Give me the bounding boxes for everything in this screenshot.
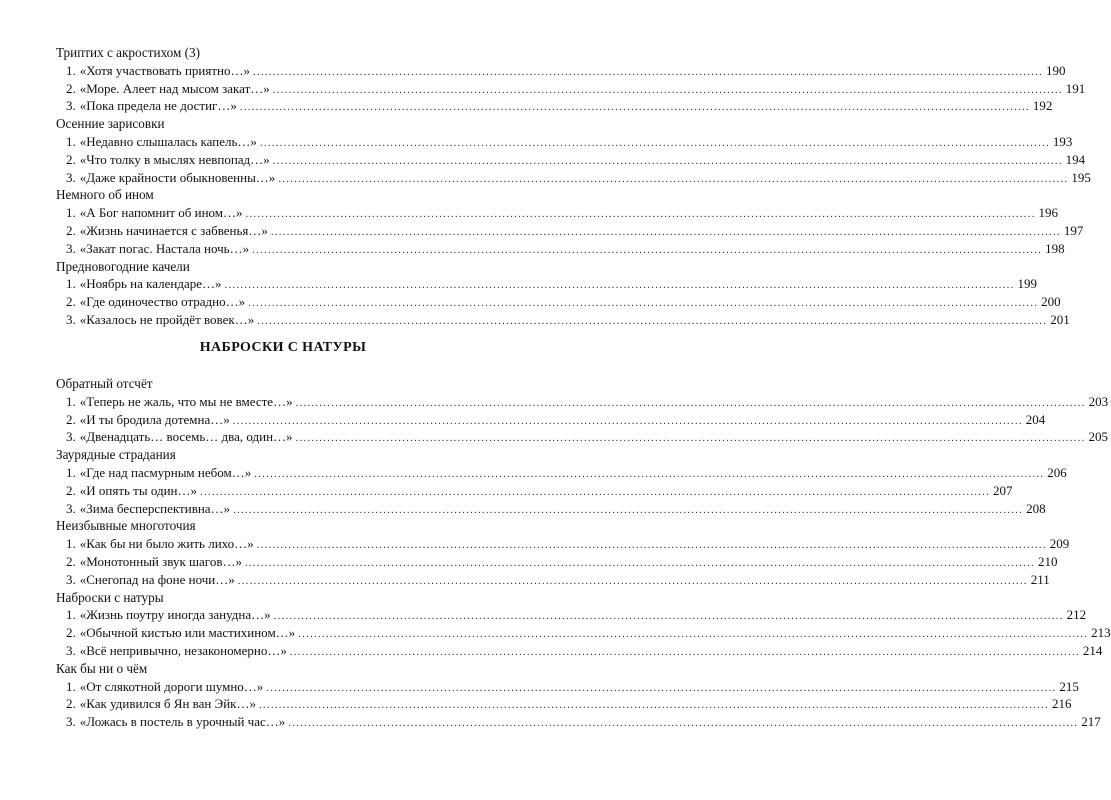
dot-leader: ........................................................................................................................................................................................................ [253,65,1043,78]
page-number: 204 [1025,411,1046,427]
section-title: Немного об ином [56,187,154,203]
section-heading: НАБРОСКИ С НАТУРЫ [199,340,367,355]
page-number: 197 [1063,222,1084,238]
page-number: 208 [1026,500,1046,516]
dot-leader: ........................................................................................................................................................................................................ [270,225,1061,238]
page-number: 213 [1091,625,1111,641]
toc-entry [56,133,1073,151]
entry-number: 1. [66,276,76,292]
page-number: 198 [1045,240,1065,256]
toc-entry [56,695,1072,713]
toc-entry [56,293,1061,311]
dot-leader: ........................................................................................................................................................................................................ [259,136,1050,149]
dot-leader: ........................................................................................................................................................................................................ [288,717,1079,730]
section-title: Наброски с натуры [56,589,164,605]
toc-entry [56,151,1086,169]
entry-number: 1. [66,205,76,221]
entry-title: «Даже крайности обыкновенны…» [79,169,276,185]
entry-number: 1. [66,536,76,552]
dot-leader: ........................................................................................................................................................................................................ [298,628,1089,641]
entry-title: «И опять ты один…» [79,482,198,498]
dot-leader: ........................................................................................................................................................................................................ [233,503,1024,516]
section-title: Обратный отсчёт [56,376,153,391]
dot-leader: ........................................................................................................................................................................................................ [256,539,1047,552]
entry-number: 2. [66,696,76,712]
page-number: 211 [1030,571,1050,587]
entry-number: 3. [66,98,76,114]
entry-title: «Закат погас. Настала ночь…» [79,240,250,256]
page-number: 201 [1050,311,1070,327]
toc-entry [56,62,1066,80]
entry-title: «Как удивился б Ян ван Эйк…» [79,696,256,712]
entry-number: 1. [66,678,76,694]
dot-leader: ........................................................................................................................................................................................................ [273,610,1064,623]
page-number: 216 [1051,696,1072,712]
entry-number: 3. [66,169,76,185]
toc-entry [56,553,1058,571]
page-number: 203 [1088,393,1109,409]
entry-number: 1. [66,62,76,78]
entry-number: 1. [66,607,76,623]
page-number: 205 [1088,429,1109,445]
toc-entry [56,428,1109,446]
entry-title: «Зима бесперспективна…» [79,500,231,516]
contents-list-part1 [56,44,1091,329]
toc-entry [56,169,1091,187]
contents-list-part2 [56,375,1111,731]
entry-title: «Ложась в постель в урочный час…» [79,714,286,730]
dot-leader: ........................................................................................................................................................................................................ [244,556,1035,569]
page-number: 192 [1032,98,1053,114]
entry-number: 2. [66,151,76,167]
entry-number: 2. [66,411,76,427]
dot-leader: ........................................................................................................................................................................................................ [245,208,1036,221]
entry-number: 1. [66,464,76,480]
toc-entry [56,411,1046,429]
toc-entry [56,80,1086,98]
entry-title: «И ты бродила дотемна…» [79,411,230,427]
entry-title: «Всё непривычно, незакономерно…» [79,642,287,658]
entry-title: «Недавно слышалась капель…» [79,133,257,149]
toc-entry [56,500,1046,518]
entry-number: 1. [66,393,76,409]
section-title: Осенние зарисовки [56,116,165,132]
page-number: 194 [1065,151,1086,167]
entry-number: 3. [66,311,76,327]
entry-number: 3. [66,429,76,445]
dot-leader: ........................................................................................................................................................................................................ [278,172,1069,185]
dot-leader: ........................................................................................................................................................................................................ [272,83,1063,96]
page-number: 215 [1059,678,1079,694]
dot-leader: ........................................................................................................................................................................................................ [248,297,1039,310]
toc-entry [56,678,1079,696]
page-number: 207 [993,482,1013,498]
page-number: 212 [1066,607,1087,623]
toc-entry [56,311,1070,329]
entry-title: «Жизнь поутру иногда занудна…» [79,607,271,623]
toc-entry [56,535,1070,553]
page-number: 217 [1081,714,1101,730]
entry-title: «Снегопад на фоне ночи…» [79,571,235,587]
section-title: Как бы ни о чём [56,660,148,676]
entry-title: «Монотонный звук шагов…» [79,553,242,569]
page-number: 193 [1052,133,1073,149]
entry-title: «Жизнь начинается с забвенья…» [79,222,268,238]
entry-number: 3. [66,571,76,587]
entry-title: «Где одиночество отрадно…» [79,294,246,310]
page-number: 191 [1065,80,1086,96]
dot-leader: ........................................................................................................................................................................................................ [252,243,1043,256]
page-number: 199 [1017,276,1038,292]
entry-title: «Где над пасмурным небом…» [79,464,252,480]
dot-leader: ........................................................................................................................................................................................................ [295,432,1086,445]
entry-number: 2. [66,625,76,641]
toc-entry [56,642,1103,660]
entry-title: «От слякотной дороги шумно…» [79,678,264,694]
entry-title: «Пока предела не достиг…» [79,98,237,114]
toc-entry [56,275,1038,293]
dot-leader: ........................................................................................................................................................................................................ [239,101,1030,114]
dot-leader: ........................................................................................................................................................................................................ [224,279,1015,292]
section-title: Предновогодние качели [56,258,190,274]
toc-entry [56,571,1050,589]
dot-leader: ........................................................................................................................................................................................................ [232,414,1023,427]
toc-entry [56,606,1087,624]
page-number: 214 [1082,642,1103,658]
dot-leader: ........................................................................................................................................................................................................ [254,467,1045,480]
dot-leader: ........................................................................................................................................................................................................ [258,699,1049,712]
page-number: 209 [1049,536,1070,552]
entry-title: «Море. Алеет над мысом закат…» [79,80,270,96]
entry-title: «Как бы ни было жить лихо…» [79,536,254,552]
entry-title: «Двенадцать… восемь… два, один…» [79,429,293,445]
entry-number: 3. [66,714,76,730]
entry-title: «Ноябрь на календаре…» [79,276,222,292]
page-number: 196 [1038,205,1059,221]
dot-leader: ........................................................................................................................................................................................................ [257,314,1048,327]
dot-leader: ........................................................................................................................................................................................................ [295,396,1086,409]
toc-entry [56,713,1101,731]
toc-entry [56,393,1109,411]
page-number: 195 [1071,169,1091,185]
page-number: 210 [1037,553,1058,569]
toc-entry [56,624,1111,642]
dot-leader: ........................................................................................................................................................................................................ [266,681,1057,694]
page-number: 200 [1041,294,1061,310]
entry-title: «Обычной кистью или мастихином…» [79,625,296,641]
toc-entry [56,204,1059,222]
toc-entry [56,240,1065,258]
entry-number: 2. [66,482,76,498]
entry-title: «Теперь не жаль, что мы не вместе…» [79,393,293,409]
entry-number: 3. [66,240,76,256]
section-title: Неизбывные многоточия [56,518,196,534]
dot-leader: ........................................................................................................................................................................................................ [289,645,1080,658]
entry-title: «Казалось не пройдёт вовек…» [79,311,255,327]
entry-number: 1. [66,133,76,149]
page-number: 206 [1047,464,1067,480]
entry-title: «Хотя участвовать приятно…» [79,62,250,78]
entry-number: 2. [66,553,76,569]
section-title: Триптих с акростихом (3) [56,45,201,60]
entry-number: 2. [66,80,76,96]
entry-title: «А Бог напомнит об ином…» [79,205,243,221]
entry-number: 2. [66,294,76,310]
toc-entry [56,464,1067,482]
toc-entry [56,222,1084,240]
section-title: Заурядные страдания [56,447,176,463]
page-number: 190 [1046,62,1066,78]
dot-leader: ........................................................................................................................................................................................................ [200,485,991,498]
entry-number: 2. [66,222,76,238]
dot-leader: ........................................................................................................................................................................................................ [237,574,1028,587]
dot-leader: ........................................................................................................................................................................................................ [272,154,1063,167]
toc-entry [56,97,1053,115]
entry-title: «Что толку в мыслях невпопад…» [79,151,270,167]
toc-entry [56,482,1013,500]
entry-number: 3. [66,642,76,658]
entry-number: 3. [66,500,76,516]
